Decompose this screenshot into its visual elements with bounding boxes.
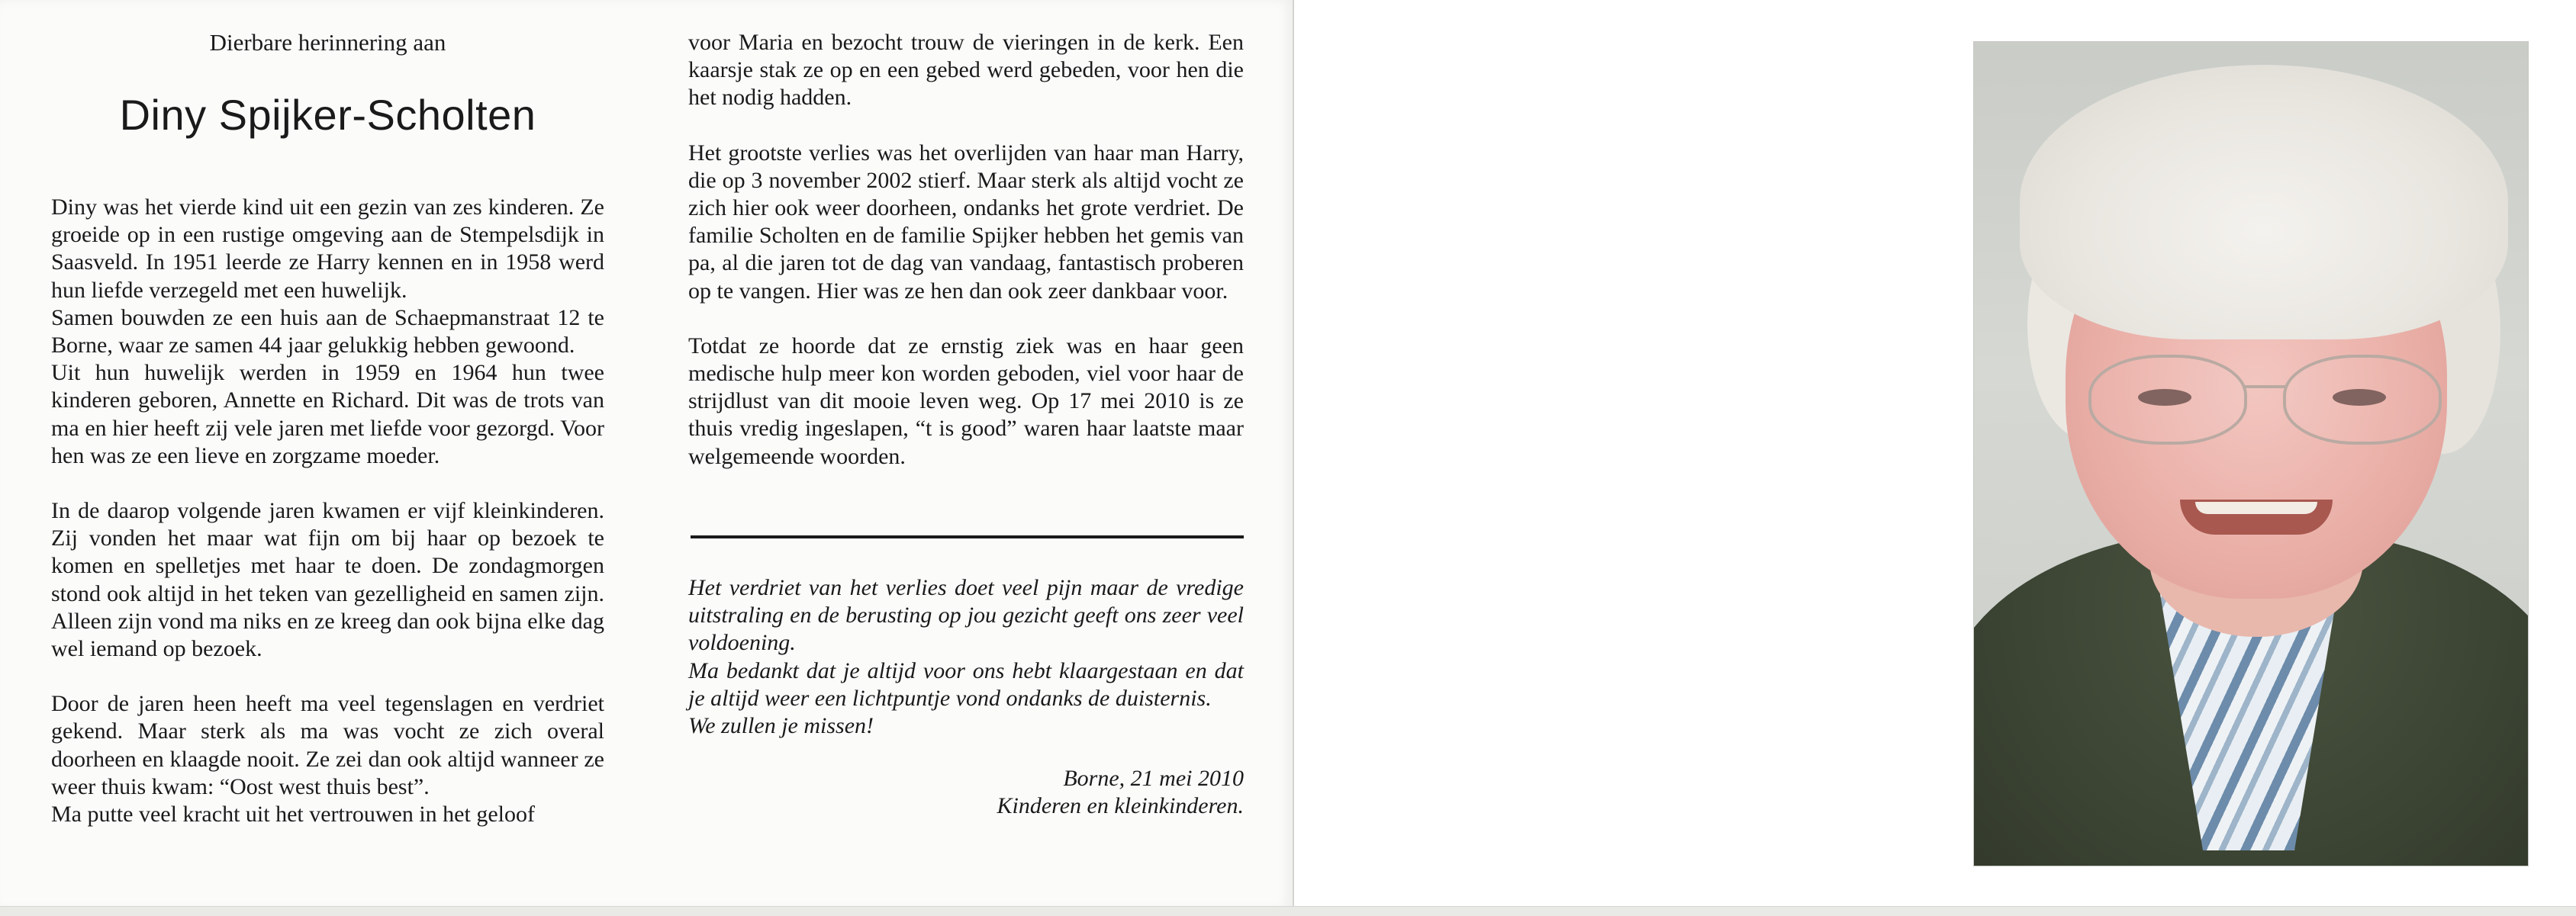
paragraph-setbacks: Door de jaren heen heeft ma veel tegenslagen en verdriet gekend. Maar sterk als ma was vocht ze zich overal doorheen en klaagde nooit. Ze zei dan ook altijd wanneer ze weer thuis kwam: “Oost west thuis best”. [51,691,604,799]
deceased-name: Diny Spijker-Scholten [119,91,536,139]
paragraph-childhood: Diny was het vierde kind uit een gezin van zes kinderen. Ze groeide op in een rustige omgeving aan de Stempelsdijk in Saasveld. In 1951 leerde ze Harry kennen en in 1958 werd hun liefde verzegeld met een huwelijk. [51,194,604,303]
text-column-left [51,194,604,828]
glasses-left-lens [2088,355,2247,445]
closing-verse [688,574,1244,740]
paragraph-illness: Totdat ze hoorde dat ze ernstig ziek was en haar geen medische hulp meer kon worden geboden, viel voor haar de strijdlust van dit mooie leven weg. Op 17 mei 2010 is ze thuis vredig ingeslapen, “t is good” waren haar laatste maar welgemeende woorden. [688,333,1244,469]
signature-block [688,765,1244,820]
paragraph-grandchildren: In de daarop volgende jaren kwamen er vijf kleinkinderen. Zij vonden het maar wat fijn om bij haar op bezoek te komen en spelletjes met haar te doen. De zondagmorgen stond ook altijd in het teken van gezelligheid en samen zijn. Alleen zijn vond ma niks en ze kreeg dan ook bijna elke dag wel iemand op bezoek. [51,498,604,662]
paragraph-church: voor Maria en bezocht trouw de vieringen in de kerk. Een kaarsje stak ze op en een gebed werd gebeden, voor hen die het nodig hadden. [688,30,1244,111]
paragraph-faith: Ma putte veel kracht uit het vertrouwen in het geloof [51,802,535,828]
paragraph-loss: Het grootste verlies was het overlijden van haar man Harry, die op 3 november 2002 stierf. Maar sterk als altijd vocht ze zich hier ook weer doorheen, ondanks het grote verdriet. De familie Scholten en de familie Spijker hebben het gemis van pa, al die jaren tot de dag van vandaag, fantastisch proberen op te vangen. Hier was ze hen dan ook zeer dankbaar voor. [688,140,1244,304]
intro-line: Dierbare herinnering aan [209,29,446,56]
paragraph-children: Uit hun huwelijk werden in 1959 en 1964 hun twee kinderen geboren, Annette en Richard. Dit was de trots van ma en hier heeft zij vele jaren met liefde voor gezorgd. Voor hen was ze een lieve en zorgzame moeder. [51,360,604,468]
verse-line-1: Het verdriet van het verlies doet veel pijn maar de vredige uitstraling en de berusting op jou gezicht geeft ons zeer veel voldoening. [688,575,1244,656]
text-page [0,0,1294,909]
verse-line-3: We zullen je missen! [688,713,874,739]
teeth [2195,502,2317,514]
paragraph-home: Samen bouwden ze een huis aan de Schaepmanstraat 12 te Borne, waar ze samen 44 jaar gelukkig hebben gewoond. [51,304,604,358]
glasses-bridge [2243,385,2285,388]
signed-by: Kinderen en kleinkinderen. [997,793,1244,819]
glasses-right-lens [2283,355,2442,445]
photo-page [1297,0,2576,909]
verse-line-2: Ma bedankt dat je altijd voor ons hebt klaargestaan en dat je altijd weer een lichtpuntje vond ondanks de duisternis. [688,657,1244,711]
hair-top [2020,65,2508,339]
portrait-photo [1973,41,2529,866]
card-bottom-edge [0,906,2576,916]
text-column-right [688,29,1244,471]
divider-line [691,535,1244,538]
place-date: Borne, 21 mei 2010 [1063,766,1244,791]
